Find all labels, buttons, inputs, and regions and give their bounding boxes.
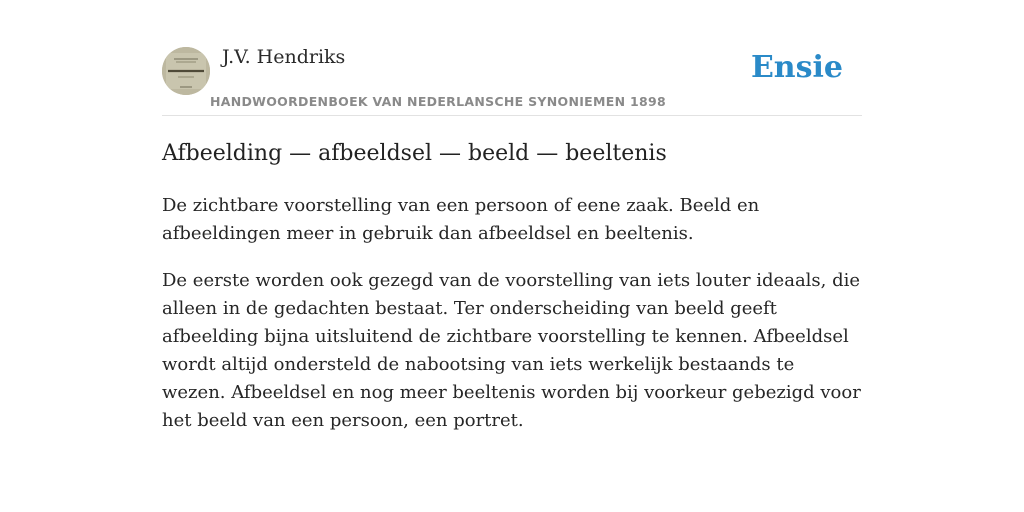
page-container	[162, 0, 862, 431]
entry-paragraph-2: De eerste worden ook gezegd van de voorstelling van iets louter ideaals, die alleen in de gedachten bestaat. Ter onderscheiding van beeld geeft afbeelding bijna uitsluitend de zichtbare voorstelling te kennen. Afbeeldsel wordt altijd ondersteld de nabootsing van iets werkelijk bestaands te wezen. Afbeeldsel en nog meer beeltenis worden bij voorkeur gebezigd voor het beeld van een persoon, een portret.	[162, 270, 861, 431]
book-cover-icon	[162, 47, 210, 95]
ensie-logo[interactable]: Ensie	[750, 50, 843, 85]
entry-paragraph-1: De zichtbare voorstelling van een persoon of eene zaak. Beeld en afbeeldingen meer in gebruik dan afbeeldsel en beeltenis.	[162, 195, 760, 244]
source-title[interactable]: HANDWOORDENBOEK VAN NEDERLANSCHE SYNONIEMEN 1898	[210, 94, 667, 109]
author-name[interactable]: J.V. Hendriks	[222, 46, 346, 68]
entry-header	[162, 0, 862, 116]
author-avatar[interactable]	[162, 47, 210, 95]
entry-title: Afbeelding — afbeeldsel — beeld — beeltenis	[162, 141, 667, 166]
